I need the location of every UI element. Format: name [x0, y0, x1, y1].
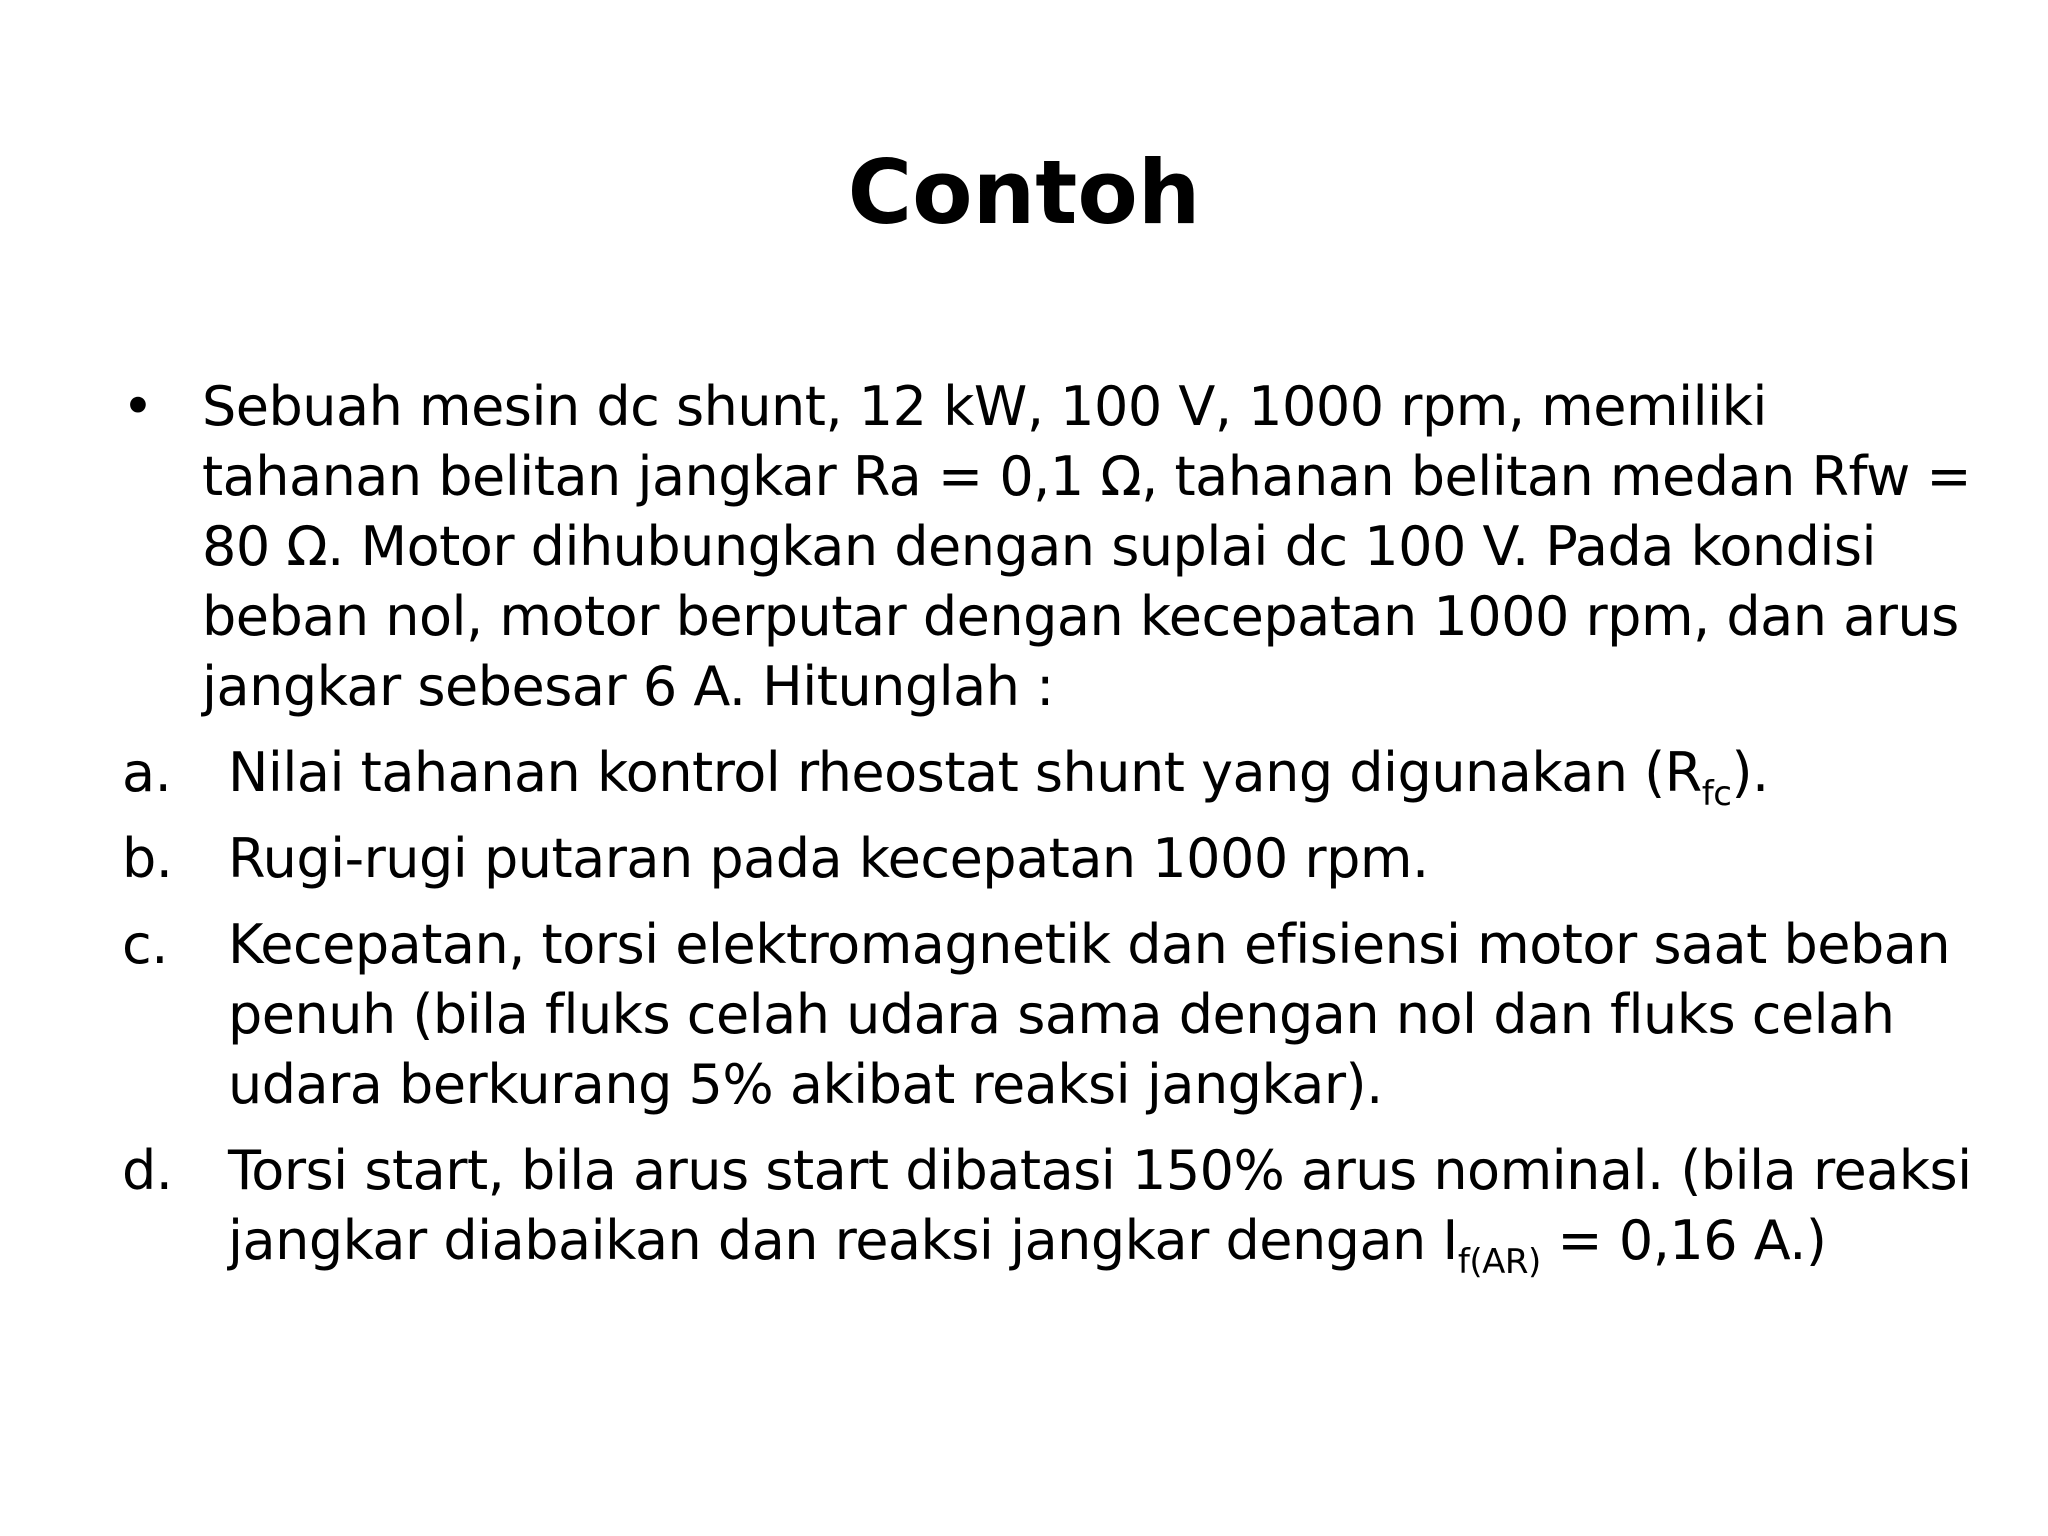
subscript-fc: fc [1701, 774, 1732, 814]
list-text-a-tail: ). [1731, 741, 1769, 804]
list-item-d [122, 1136, 1972, 1282]
list-text-b: Rugi-rugi putaran pada kecepatan 1000 rpm. [228, 827, 1429, 890]
slide-body [122, 372, 1972, 1282]
intro-text: Sebuah mesin dc shunt, 12 kW, 100 V, 1000 rpm, memiliki tahanan belitan jangkar Ra = 0,1 Ω, tahanan belitan medan Rfw = 80 Ω. Motor dihubungkan dengan suplai dc 100 V. Pada kondisi beban nol, motor berputar dengan kecepatan 1000 rpm, dan arus jangkar sebesar 6 A. Hitunglah : [202, 375, 1972, 718]
bullet-marker: • [122, 375, 154, 438]
slide-title: Contoh [847, 141, 1201, 244]
list-item-b [122, 824, 1972, 894]
list-marker-b: b. [122, 827, 173, 890]
list-item-c [122, 910, 1972, 1120]
intro-bullet [122, 372, 1972, 722]
list-text-d-tail: = 0,16 A.) [1540, 1209, 1827, 1272]
list-text-a [228, 738, 1972, 814]
subscript-f-ar: f(AR) [1457, 1242, 1541, 1282]
list-marker-c: c. [122, 913, 168, 976]
list-text-d [228, 1136, 1972, 1282]
list-marker-a: a. [122, 741, 172, 804]
list-text-c: Kecepatan, torsi elektromagnetik dan efisiensi motor saat beban penuh (bila fluks celah udara sama dengan nol dan fluks celah udara berkurang 5% akibat reaksi jangkar). [228, 913, 1951, 1116]
list-text-d-main: Torsi start, bila arus start dibatasi 150% arus nominal. (bila reaksi jangkar diabaikan dan reaksi jangkar dengan I [228, 1139, 1972, 1272]
list-marker-d: d. [122, 1139, 173, 1202]
list-item-a [122, 738, 1972, 814]
list-text-a-main: Nilai tahanan kontrol rheostat shunt yang digunakan (R [228, 741, 1702, 804]
